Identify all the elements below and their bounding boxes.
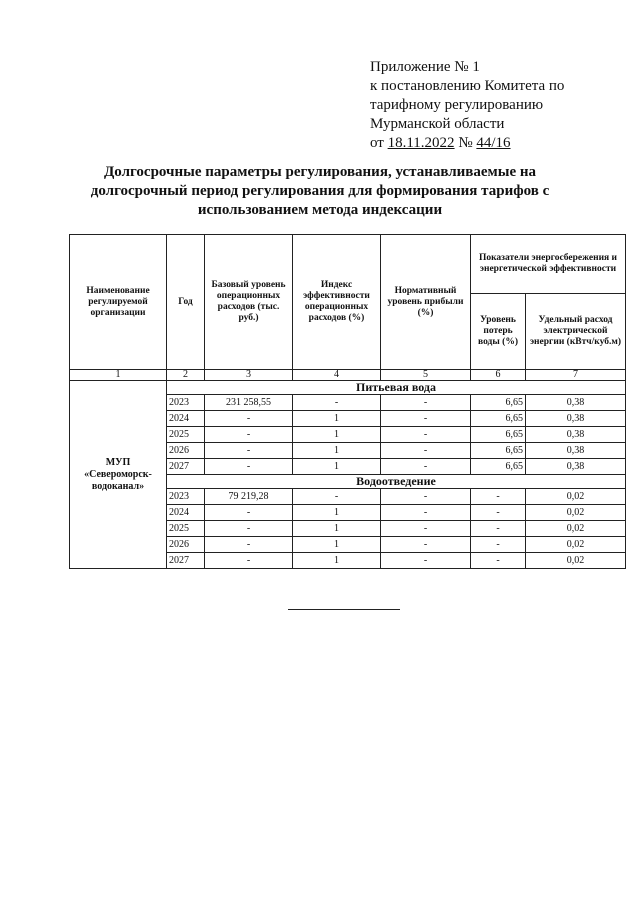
losses-cell: - bbox=[471, 553, 526, 569]
losses-cell: 6,65 bbox=[471, 411, 526, 427]
document-title: Долгосрочные параметры регулирования, устанавливаемые на долгосрочный период регулирования для формирования тарифов с использованием метода индексации bbox=[90, 164, 550, 218]
year-cell: 2027 bbox=[167, 459, 205, 475]
specific-cell: 0,38 bbox=[526, 443, 626, 459]
losses-cell: 6,65 bbox=[471, 459, 526, 475]
profit-cell: - bbox=[381, 553, 471, 569]
column-number: 2 bbox=[167, 370, 205, 381]
base-cell: - bbox=[205, 427, 293, 443]
index-cell: 1 bbox=[293, 411, 381, 427]
losses-cell: - bbox=[471, 505, 526, 521]
header-base: Базовый уровень операционных расходов (тыс. руб.) bbox=[205, 235, 293, 370]
appendix-date: 18.11.2022 bbox=[387, 135, 455, 151]
base-cell: 231 258,55 bbox=[205, 395, 293, 411]
losses-cell: 6,65 bbox=[471, 443, 526, 459]
profit-cell: - bbox=[381, 537, 471, 553]
column-number: 4 bbox=[293, 370, 381, 381]
section-title: Питьевая вода bbox=[167, 381, 626, 395]
index-cell: 1 bbox=[293, 505, 381, 521]
section-row-drinking-water bbox=[70, 381, 626, 395]
losses-cell: - bbox=[471, 521, 526, 537]
base-cell: - bbox=[205, 553, 293, 569]
profit-cell: - bbox=[381, 521, 471, 537]
appendix-date-prefix: от bbox=[370, 135, 388, 151]
year-cell: 2026 bbox=[167, 443, 205, 459]
header-profit: Нормативный уровень прибыли (%) bbox=[381, 235, 471, 370]
specific-cell: 0,38 bbox=[526, 411, 626, 427]
end-rule-divider bbox=[288, 609, 400, 610]
profit-cell: - bbox=[381, 395, 471, 411]
specific-cell: 0,02 bbox=[526, 521, 626, 537]
header-index: Индекс эффективности операционных расходов (%) bbox=[293, 235, 381, 370]
base-cell: - bbox=[205, 411, 293, 427]
appendix-block bbox=[370, 58, 620, 153]
header-year: Год bbox=[167, 235, 205, 370]
year-cell: 2027 bbox=[167, 553, 205, 569]
year-cell: 2025 bbox=[167, 521, 205, 537]
index-cell: 1 bbox=[293, 521, 381, 537]
base-cell: - bbox=[205, 521, 293, 537]
column-number: 1 bbox=[70, 370, 167, 381]
specific-cell: 0,02 bbox=[526, 489, 626, 505]
appendix-line-5 bbox=[370, 134, 620, 153]
profit-cell: - bbox=[381, 443, 471, 459]
year-cell: 2024 bbox=[167, 411, 205, 427]
parameters-table bbox=[69, 234, 626, 569]
appendix-line-4: Мурманской области bbox=[370, 116, 505, 132]
year-cell: 2023 bbox=[167, 395, 205, 411]
index-cell: 1 bbox=[293, 427, 381, 443]
profit-cell: - bbox=[381, 427, 471, 443]
header-losses: Уровень потерь воды (%) bbox=[471, 294, 526, 370]
column-number: 5 bbox=[381, 370, 471, 381]
year-cell: 2023 bbox=[167, 489, 205, 505]
appendix-number: 44/16 bbox=[476, 135, 511, 151]
header-energy-group: Показатели энергосбережения и энергетической эффективности bbox=[471, 235, 626, 294]
index-cell: 1 bbox=[293, 459, 381, 475]
base-cell: - bbox=[205, 443, 293, 459]
year-cell: 2025 bbox=[167, 427, 205, 443]
organization-line-2: «Североморск- bbox=[84, 468, 152, 480]
specific-cell: 0,02 bbox=[526, 553, 626, 569]
losses-cell: 6,65 bbox=[471, 427, 526, 443]
column-number: 6 bbox=[471, 370, 526, 381]
profit-cell: - bbox=[381, 489, 471, 505]
header-row-top bbox=[70, 235, 626, 294]
year-cell: 2024 bbox=[167, 505, 205, 521]
appendix-line-1: Приложение № 1 bbox=[370, 59, 480, 75]
column-number: 3 bbox=[205, 370, 293, 381]
specific-cell: 0,02 bbox=[526, 505, 626, 521]
index-cell: 1 bbox=[293, 553, 381, 569]
specific-cell: 0,38 bbox=[526, 427, 626, 443]
base-cell: 79 219,28 bbox=[205, 489, 293, 505]
header-specific: Удельный расход электрической энергии (кВтч/куб.м) bbox=[526, 294, 626, 370]
index-cell: - bbox=[293, 395, 381, 411]
year-cell: 2026 bbox=[167, 537, 205, 553]
organization-cell bbox=[70, 381, 167, 569]
base-cell: - bbox=[205, 459, 293, 475]
organization-line-3: водоканал» bbox=[91, 480, 145, 492]
profit-cell: - bbox=[381, 505, 471, 521]
column-number: 7 bbox=[526, 370, 626, 381]
column-number-row bbox=[70, 370, 626, 381]
profit-cell: - bbox=[381, 459, 471, 475]
specific-cell: 0,02 bbox=[526, 537, 626, 553]
index-cell: 1 bbox=[293, 443, 381, 459]
losses-cell: - bbox=[471, 489, 526, 505]
specific-cell: 0,38 bbox=[526, 395, 626, 411]
appendix-number-sign: № bbox=[454, 135, 477, 151]
organization-line-1: МУП bbox=[105, 456, 131, 468]
section-title: Водоотведение bbox=[167, 475, 626, 489]
losses-cell: 6,65 bbox=[471, 395, 526, 411]
appendix-line-2: к постановлению Комитета по bbox=[370, 78, 565, 94]
index-cell: 1 bbox=[293, 537, 381, 553]
appendix-line-3: тарифному регулированию bbox=[370, 97, 544, 113]
header-org: Наименование регулируемой организации bbox=[70, 235, 167, 370]
losses-cell: - bbox=[471, 537, 526, 553]
profit-cell: - bbox=[381, 411, 471, 427]
specific-cell: 0,38 bbox=[526, 459, 626, 475]
base-cell: - bbox=[205, 537, 293, 553]
base-cell: - bbox=[205, 505, 293, 521]
index-cell: - bbox=[293, 489, 381, 505]
